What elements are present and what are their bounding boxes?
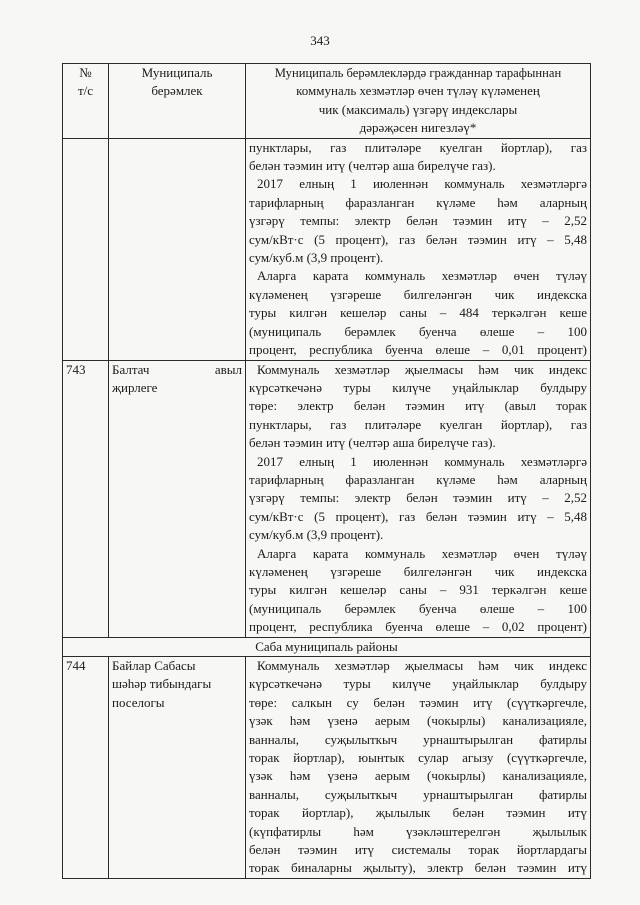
text-line: торак биналарны җылыту), электр белән тәэмин итү xyxy=(249,860,587,876)
text-line: белән тәэмин итү системалы торак йортлардагы xyxy=(249,842,587,858)
text-line: пунктлары, газ плитәләре куелган йортлар), газ xyxy=(249,416,587,432)
text-line: Коммуналь хезмәтләр җыелмасы һәм чик индекс xyxy=(257,658,587,673)
row-justification-cell xyxy=(246,138,591,360)
row-justification-cell xyxy=(246,657,591,879)
text-line: үзәк һәм үзенә аерым (чокырлы) канализацияле, xyxy=(249,713,587,729)
text-line: процент, республика буенча өлеше – 0,01 процент) xyxy=(249,342,587,358)
row-municipality-cell xyxy=(109,360,246,637)
table-row xyxy=(63,360,591,637)
text-line: Аларга карата коммуналь хезмәтләр өчен түләү xyxy=(257,268,587,284)
row-number-cell xyxy=(63,138,109,360)
text-line: 2017 елның 1 июленнән коммуналь хезмәтләргә xyxy=(257,453,587,469)
text-line: торак йортлар), җылылык белән тәэмин итү xyxy=(249,805,587,821)
text-line: Коммуналь хезмәтләр җыелмасы һәм чик индекс xyxy=(257,361,587,377)
header-number-line: № xyxy=(79,65,92,80)
text-line: сум/куб.м (3,9 процент). xyxy=(249,250,384,266)
municipality-name-line: поселогы xyxy=(112,694,165,710)
header-number-column xyxy=(63,64,109,139)
text-line: сум/кВт·с (5 процент), газ белән тәэмин итү – 5,48 xyxy=(249,508,587,524)
text-line: ванналы, суҗылыткыч урнаштырылган фатирлы xyxy=(249,731,587,747)
header-municipality-column xyxy=(109,64,246,139)
text-line: (муниципаль берәмлек буенча өлеше – 100 xyxy=(249,600,587,616)
text-line: үзгәрү темпы: электр белән тәэмин итү – 2,52 xyxy=(249,213,587,229)
header-municipality-line: Муниципаль xyxy=(141,65,213,80)
text-line: күрсәткечәнә туры килүче уңайлыклар булдыру xyxy=(249,379,587,395)
header-justification-line: дәрәҗәсен нигезләү* xyxy=(359,120,477,136)
text-line: Аларга карата коммуналь хезмәтләр өчен түләү xyxy=(257,545,587,561)
text-line: белән тәэмин итү (челтәр аша бирелүче газ). xyxy=(249,435,496,451)
text-line: төре: электр белән тәэмин итү (авыл торак xyxy=(249,398,587,414)
text-line: күләменең үзгәреше билгеләнгән чик индекска xyxy=(249,563,587,579)
text-line: процент, республика буенча өлеше – 0,02 процент) xyxy=(249,619,587,635)
text-line: тарифларның фаразланган күләме һәм аларның xyxy=(249,471,587,487)
text-line: сум/куб.м (3,9 процент). xyxy=(249,527,384,543)
row-number-cell: 743 xyxy=(63,360,109,637)
row-municipality-cell xyxy=(109,138,246,360)
text-line: (муниципаль берәмлек буенча өлеше – 100 xyxy=(249,323,587,339)
text-line: үзгәрү темпы: электр белән тәэмин итү – 2,52 xyxy=(249,490,587,506)
municipality-name-line: Байлар Сабасы xyxy=(112,658,196,673)
text-line: күләменең үзгәреше билгеләнгән чик индекска xyxy=(249,286,587,302)
section-heading: Саба муниципаль районы xyxy=(63,637,591,656)
table-row xyxy=(63,138,591,360)
municipality-name-word: Балтач xyxy=(112,361,150,377)
table-header-row xyxy=(63,64,591,139)
text-line: күрсәткечәнә туры килүче уңайлыклар булдыру xyxy=(249,676,587,692)
header-municipality-line: берәмлек xyxy=(151,83,203,99)
municipality-name-line: шәһәр тибындагы xyxy=(112,676,212,692)
row-number-cell: 744 xyxy=(63,657,109,879)
text-line: туры килгән кешеләр саны – 484 теркәлгән кеше xyxy=(249,305,587,321)
municipality-name-line xyxy=(112,361,242,379)
text-line: 2017 елның 1 июленнән коммуналь хезмәтләргә xyxy=(257,176,587,192)
municipality-name-line: җирлеге xyxy=(112,379,158,395)
header-justification-line: чик (максималь) үзгәрү индекслары xyxy=(318,101,518,117)
municipality-name-word: авыл xyxy=(214,361,242,377)
row-municipality-cell xyxy=(109,657,246,879)
header-number-line: т/с xyxy=(77,83,94,99)
text-line: тарифларның фаразланган күләме һәм аларның xyxy=(249,194,587,210)
text-line: торак йортлар), юынтык сулар агызу (сүүткәргечле, xyxy=(249,750,587,766)
section-row xyxy=(63,637,591,656)
text-line: пунктлары, газ плитәләре куелган йортлар), газ xyxy=(249,139,587,155)
text-line: төре: салкын су белән тәэмин итү (сүүткәргечле, xyxy=(249,694,587,710)
text-line: туры килгән кешеләр саны – 931 теркәлгән кеше xyxy=(249,582,587,598)
header-justification-line: Муниципаль берәмлекләрдә гражданнар тарафыннан xyxy=(274,66,562,80)
text-line: ванналы, суҗылыткыч урнаштырылган фатирлы xyxy=(249,786,587,802)
row-justification-cell xyxy=(246,360,591,637)
text-line: белән тәэмин итү (челтәр аша бирелүче газ). xyxy=(249,158,496,174)
header-justification-column xyxy=(246,64,591,139)
tariff-index-table xyxy=(62,63,591,879)
page-number: 343 xyxy=(310,33,330,48)
text-line: үзәк һәм үзенә аерым (чокырлы) канализацияле, xyxy=(249,768,587,784)
header-justification-line: коммуналь хезмәтләр өчен түләү күләменең xyxy=(296,83,540,99)
text-line: (күпфатирлы һәм үзәкләштерелгән җылылык xyxy=(249,823,587,839)
text-line: сум/кВт·с (5 процент), газ белән тәэмин итү – 5,48 xyxy=(249,231,587,247)
table-row xyxy=(63,657,591,879)
